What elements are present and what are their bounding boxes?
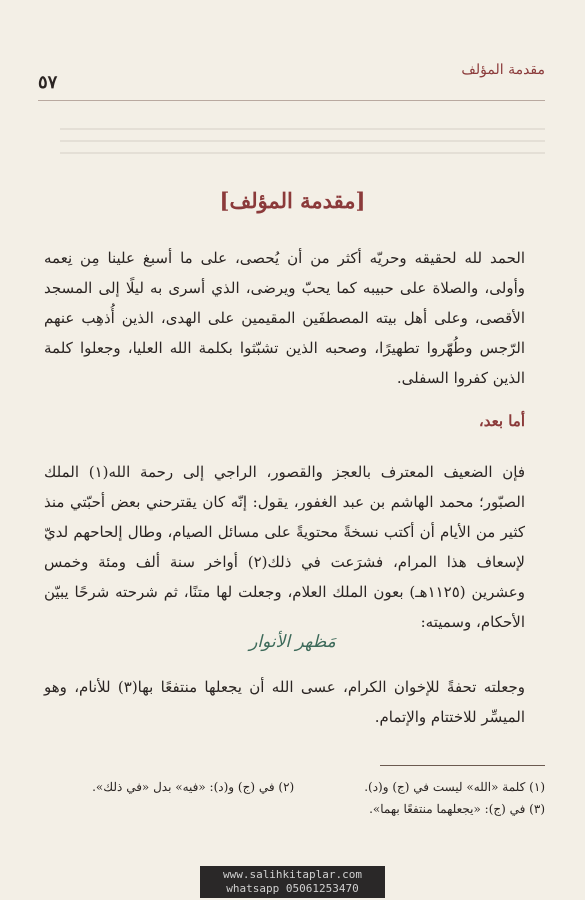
book-title-calligraphy: مَظهر الأنوار <box>249 632 336 652</box>
bleed-through-text <box>60 118 545 178</box>
watermark-phone: whatsapp 05061253470 <box>226 882 359 895</box>
chapter-title: [مقدمة المؤلف] <box>219 188 366 213</box>
watermark <box>0 868 585 896</box>
paragraph-3: وجعلته تحفةً للإخوان الكرام، عسى الله أن يجعلها منتفعًا بها(٣) للأنام، وهو الميسِّر للاختتام والإتمام. <box>44 678 525 726</box>
paragraph-2: فإن الضعيف المعترف بالعجز والقصور، الراجي إلى رحمة الله(١) الملك الصبّور؛ محمد الهاشم بن عبد الغفور، يقول: إنّه كان يقترحني بعض أحبّتي منذ كثير من الأيام أن أكتب نسخةً محتويةً على مسائل الصيام، وطال إلحاحهم لديّ لإسعاف هذا المرام، فشرَعت في ذلك(٢) أواخر سنة ألف ومئة وخمس وعشرين (١١٢٥هـ) بعون الملك العلام، وجعلت لها متنًا، ثم شرحته شرحًا يبيّن الأحكام، وسميته: <box>44 463 525 631</box>
watermark-url: www.salihkitaplar.com <box>222 868 363 881</box>
header-rule <box>38 100 545 101</box>
running-head-title: مقدمة المؤلف <box>461 62 545 78</box>
footnote-1: (١) كلمة «الله» ليست في (ج) و(د). <box>364 780 545 794</box>
footnote-2: (٢) في (ج) و(د): «فيه» بدل «في ذلك». <box>92 780 295 794</box>
page-number: ٥٧ <box>38 72 58 93</box>
subheading: أما بعد، <box>478 412 525 430</box>
footnote-3: (٣) في (ج): «يجعلهما منتفعًا بهما». <box>369 802 545 816</box>
footnote-row <box>44 776 545 798</box>
footnotes <box>44 776 545 820</box>
footnote-rule <box>380 765 545 766</box>
paragraph-1: الحمد لله لحقيقه وحريّه أكثر من أن يُحصى، على ما أسبغ علينا مِن نِعمه وأولى، والصلاة على حبيبه كما يحبّ ويرضى، الذي أسرى به ليلًا إلى المسجد الأقصى، وعلى أهل بيته المصطفَين المقيمين على الهدى، الذين أُذهِب عنهم الرّجس وطُهّروا تطهيرًا، وصحبه الذين تشبّثوا بكلمة الله العليا، وجعلوا كلمة الذين كفروا السفلى. <box>44 249 525 387</box>
